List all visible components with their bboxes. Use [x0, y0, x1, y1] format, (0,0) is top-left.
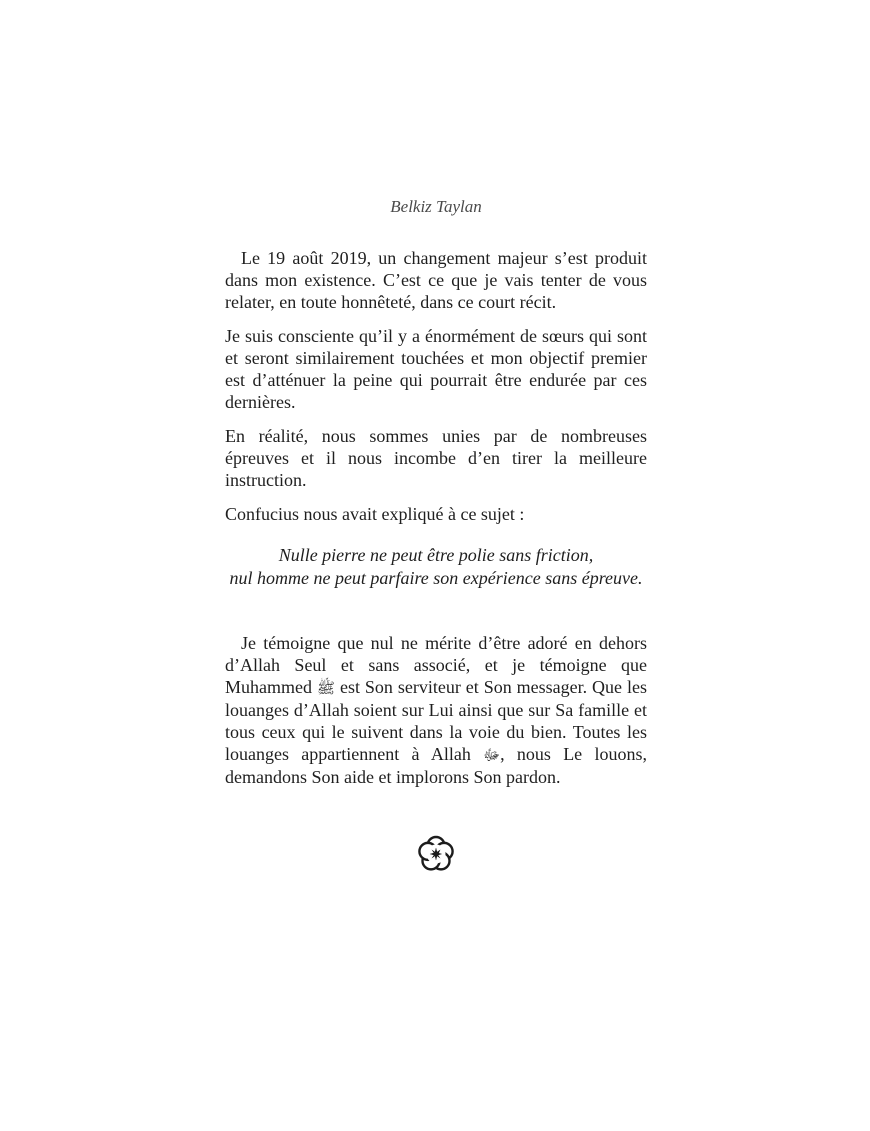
paragraph-intro: Le 19 août 2019, un changement majeur s’est produit dans mon existence. C’est ce que je vais tenter de vous relater, en toute honnêteté, dans ce court récit.	[225, 248, 647, 312]
temoignage-text-1: Je témoigne que nul ne mérite d’être adoré en dehors d’Allah Seul et sans associé, et je témoigne que Muhammed	[225, 633, 647, 697]
end-ornament	[225, 832, 647, 881]
page-content	[225, 197, 647, 881]
paragraph-epreuves: En réalité, nous sommes unies par de nombreuses épreuves et il nous incombe d’en tirer la meilleure instruction.	[225, 426, 647, 490]
quote-line-1: Nulle pierre ne peut être polie sans friction,	[278, 545, 594, 565]
paragraph-temoignage	[225, 632, 647, 788]
paragraph-soeurs: Je suis consciente qu’il y a énormément de sœurs qui sont et seront similairement touchées et mon objectif premier est d’atténuer la peine qui pourrait être endurée par ces dernières.	[225, 326, 647, 412]
flower-ornament-icon	[414, 832, 458, 876]
saw-calligraphy-icon: ﷺ	[316, 679, 336, 697]
quote-line-2: nul homme ne peut parfaire son expérience sans épreuve.	[229, 568, 643, 588]
temoignage-text-3: , nous Le louons, demandons Son aide et implorons Son pardon.	[225, 744, 647, 787]
paragraph-confucius-lead: Confucius nous avait expliqué à ce sujet :	[225, 504, 525, 524]
confucius-quote	[225, 544, 647, 590]
running-head-author: Belkiz Taylan	[390, 197, 482, 216]
temoignage-text-2: est Son serviteur et Son messager. Que les louanges d’Allah soient sur Lui ainsi que sur Sa famille et tous ceux qui le suivent dans la voie du bien. Toutes les louanges appartiennent à Allah	[225, 677, 647, 764]
swt-calligraphy-icon: ﷻ	[483, 746, 501, 764]
